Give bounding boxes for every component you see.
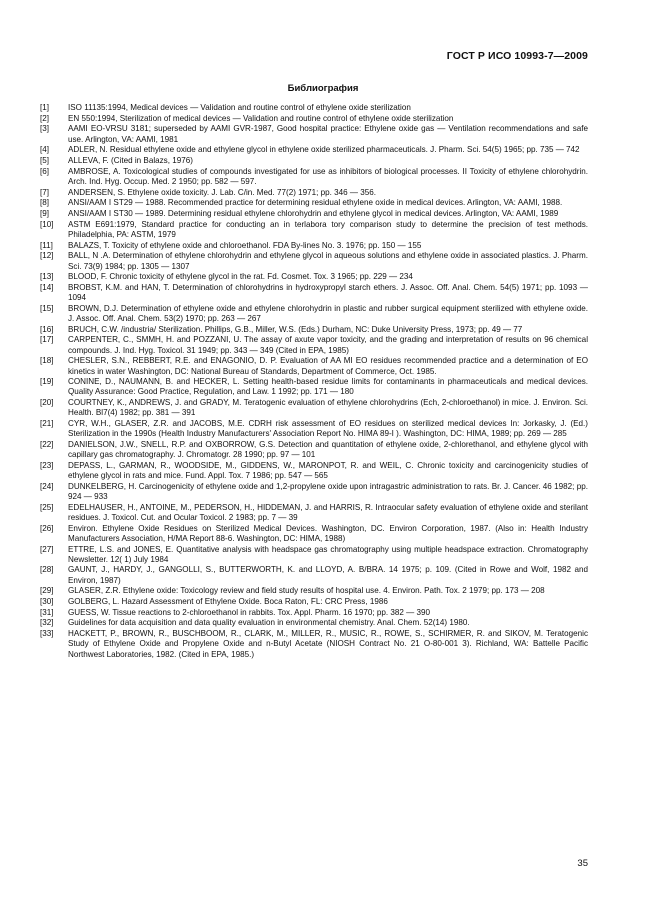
reference-text: CYR, W.H., GLASER, Z.R. and JACOBS, M.E. CDRH risk assessment of EO residues on sterilized medical devices In: Jorkasky, J. (Ed.) Sterilization in the 1990s (Health Industry Manufacturers' Association Report No. HIMA 89-I ). Washington, DC: HIMA, 1989; pp. 269 — 285 [68, 419, 588, 439]
reference-text: EDELHAUSER, H., ANTOINE, M., PEDERSON, H., HIDDEMAN, J. and HARRIS, R. Intraocular safety evaluation of ethylene oxide and sterilant residues. J. Toxicol. Cut. and Ocular Toxicol. 2 1983; pp. 7 — 39 [68, 502, 588, 522]
reference-item [40, 608, 588, 618]
reference-number: [12] [40, 251, 54, 261]
reference-item [40, 524, 588, 544]
reference-list [40, 103, 588, 660]
reference-text: ASTM E691:1979, Standard practice for conducting an in terlabora tory comparison study to determine the precision of test methods. Philadelphia, PA: ASTM, 1979 [68, 219, 588, 239]
reference-number: [19] [40, 377, 54, 387]
reference-number: [5] [40, 156, 49, 166]
reference-item [40, 356, 588, 376]
reference-item [40, 156, 588, 166]
reference-text: ADLER, N. Residual ethylene oxide and ethylene glycol in ethylene oxide sterilized pharmaceuticals. J. Pharm. Sci. 54(5) 1965; pp. 735 — 742 [68, 145, 580, 155]
reference-item [40, 398, 588, 418]
reference-number: [33] [40, 629, 54, 639]
reference-item [40, 482, 588, 502]
reference-text: DANIELSON, J.W., SNELL, R.P. and OXBORROW, G.S. Detection and quantitation of ethylene oxide, 2-chlorethanol, and ethylene glycol with capillary gas chromatography. J. Chromatogr. 28 1990; pp. 97 — 101 [68, 440, 588, 460]
reference-text: HACKETT, P., BROWN, R., BUSCHBOOM, R., CLARK, M., MILLER, R., MUSIC, R., ROWE, S., SCHIRMER, R. and SIKOV, M. Teratogenic Study of Ethylene Oxide and Propylene Oxide and n-Butyl Acetate (NIOSH Contract No. 21 O-80-001 3). Richland, WA: Battelle Pacific Northwest Laboratories, 1982. (Cited in EPA, 1985.) [68, 629, 588, 659]
section-title: Библиография [287, 83, 359, 94]
reference-number: [25] [40, 502, 54, 512]
reference-item [40, 124, 588, 144]
reference-number: [14] [40, 282, 54, 292]
reference-number: [16] [40, 324, 54, 334]
reference-text: ISO 11135:1994, Medical devices — Validation and routine control of ethylene oxide sterilization [68, 103, 411, 112]
reference-number: [7] [40, 187, 49, 197]
reference-text: BROBST, K.M. and HAN, T. Determination of chlorohydrins in hydroxypropyl starch ethers. J. Assoc. Off. Anal. Chem. 54(5) 1971; pp. 1093 — 1094 [68, 282, 588, 303]
reference-item [40, 586, 588, 596]
reference-number: [28] [40, 565, 54, 575]
reference-item [40, 283, 588, 303]
reference-text: GAUNT, J., HARDY, J., GANGOLLI, S., BUTTERWORTH, K. and LLOYD, A. B/BRA. 14 1975; p. 109. (Cited in Rowe and Wolf, 1982 and Environ, 1987) [68, 565, 588, 585]
reference-item [40, 304, 588, 324]
reference-item [40, 377, 588, 397]
reference-item [40, 209, 588, 219]
reference-item [40, 251, 588, 271]
reference-number: [26] [40, 523, 54, 533]
reference-text: ANSI/AAM I ST29 — 1988. Recommended practice for determining residual ethylene oxide in medical devices. Arlington, VA: AAMI, 1988. [68, 198, 563, 208]
reference-number: [6] [40, 166, 49, 176]
document-code-header: ГОСТ Р ИСО 10993-7—2009 [446, 50, 588, 62]
reference-item [40, 241, 588, 251]
reference-number: [8] [40, 198, 49, 208]
reference-number: [21] [40, 419, 54, 429]
reference-number: [3] [40, 124, 49, 134]
reference-item [40, 545, 588, 565]
reference-text: BROWN, D.J. Determination of ethylene oxide and ethylene chlorohydrin in plastic and rubber surgical equipment sterilized with ethylene oxide. J. Assoc. Off. Anal. Chem. 53(2) 1970; pp. 263 — 267 [68, 303, 588, 324]
reference-text: Guidelines for data acquisition and data quality evaluation in environmental chemistry. Anal. Chem. 52(14) 1980. [68, 618, 470, 628]
page-number: 35 [577, 858, 588, 869]
reference-text: EN 550:1994, Sterilization of medical devices — Validation and routine control of ethylene oxide sterilization [68, 113, 454, 123]
reference-number: [2] [40, 113, 49, 123]
reference-number: [9] [40, 209, 49, 219]
reference-text: ANDERSEN, S. Ethylene oxide toxicity. J. Lab. C/in. Med. 77(2) 1971; pp. 346 — 356. [68, 187, 377, 197]
reference-text: DUNKELBERG, H. Carcinogenicity of ethylene oxide and 1,2-propylene oxide upon intragastric administration to rats. Br. J. Cancer. 46 1982; pp. 924 — 933 [68, 481, 588, 502]
reference-number: [4] [40, 145, 49, 155]
reference-item [40, 597, 588, 607]
reference-item [40, 503, 588, 523]
reference-number: [31] [40, 607, 54, 617]
reference-number: [18] [40, 356, 54, 366]
reference-item [40, 440, 588, 460]
reference-text: GLASER, Z.R. Ethylene oxide: Toxicology review and field study results of hospital use. 4. Environ. Path. Tox. 2 1979; pp. 173 — 208 [68, 586, 545, 596]
reference-text: BALAZS, T. Toxicity of ethylene oxide and chloroethanol. FDA By-lines No. 3. 1976; pp. 150 — 155 [68, 240, 422, 250]
reference-item [40, 272, 588, 282]
reference-text: CONINE, D., NAUMANN, B. and HECKER, L. Setting health-based residue limits for contaminants in pharmaceuticals and medical devices. Quality Assurance: Good Practice, Regulation, and Law. 1 1992; pp. 171 — 180 [68, 377, 588, 397]
reference-item [40, 103, 588, 113]
reference-item [40, 114, 588, 124]
reference-text: GOLBERG, L. Hazard Assessment of Ethylene Oxide. Boca Raton, FL: CRC Press, 1986 [68, 597, 388, 607]
reference-item [40, 325, 588, 335]
reference-number: [27] [40, 544, 54, 554]
reference-item [40, 145, 588, 155]
reference-item [40, 618, 588, 628]
reference-number: [29] [40, 586, 54, 596]
reference-text: GUESS, W. Tissue reactions to 2-chloroethanol in rabbits. Tox. Appl. Pharm. 16 1970; pp. 382 — 390 [68, 607, 431, 617]
reference-text: COURTNEY, K., ANDREWS, J. and GRADY, M. Teratogenic evaluation of ethylene chlorohydrins (Ech, 2-chloroethanol) in mice. J. Environ. Sci. Health. Bl7(4) 1982; pp. 381 — 391 [68, 398, 588, 418]
reference-number: [23] [40, 460, 54, 470]
reference-item [40, 419, 588, 439]
reference-text: BALL, N .A. Determination of ethylene chlorohydrin and ethylene glycol in aqueous solutions and ethylene oxide in associated plastics. J. Pharm. Sci. 73(9) 1984; pp. 1305 — 1307 [68, 251, 588, 271]
reference-text: BRUCH, C.W. /industria/ Sterilization. Phillips, G.B., Miller, W.S. (Eds.) Durham, NC: Duke University Press, 1973; pp. 49 — 77 [68, 324, 523, 334]
reference-number: [1] [40, 103, 49, 112]
reference-number: [24] [40, 481, 54, 491]
reference-text: ETTRE, L.S. and JONES, E. Quantitative analysis with headspace gas chromatography using multiple headspace extraction. Chromatography Newsletter. 12( 1) July 1984 [68, 544, 588, 564]
reference-number: [13] [40, 272, 54, 282]
reference-item [40, 565, 588, 585]
reference-text: ALLEVA, F. (Cited in Balazs, 1976) [68, 156, 193, 166]
reference-number: [17] [40, 335, 54, 345]
reference-item [40, 167, 588, 187]
reference-item [40, 461, 588, 481]
reference-text: Environ. Ethylene Oxide Residues on Sterilized Medical Devices. Washington, DC. Environ Corporation, 1987. (Also in: Health Industry Manufacturers Association, H/MA Report 88-6. Washington, DC: HIMA, 1988) [68, 523, 588, 543]
reference-item [40, 220, 588, 240]
reference-number: [10] [40, 219, 54, 229]
reference-number: [32] [40, 618, 54, 628]
reference-number: [20] [40, 398, 54, 408]
reference-number: [15] [40, 303, 54, 313]
reference-item [40, 335, 588, 355]
reference-number: [30] [40, 597, 54, 607]
reference-item [40, 188, 588, 198]
reference-text: DEPASS, L., GARMAN, R., WOODSIDE, M., GIDDENS, W., MARONPOT, R. and WEIL, C. Chronic toxicity and carcinogenicity studies of ethylene glycol in rats and mice. Fund. Appl. Tox. 7 1986; pp. 547 — 565 [68, 460, 588, 481]
reference-item [40, 198, 588, 208]
reference-text: CHESLER, S.N., REBBERT, R.E. and ENAGONIO, D. P. Evaluation of AA MI EO residues recommended practice and a determination of EO kinetics in water Washington, DC: National Bureau of Standards, Department of Commerce, Oct. 1985. [68, 356, 588, 376]
reference-item [40, 629, 588, 660]
reference-text: BLOOD, F. Chronic toxicity of ethylene glycol in the rat. Fd. Cosmet. Tox. 3 1965; pp. 229 — 234 [68, 272, 413, 282]
reference-number: [11] [40, 240, 53, 250]
reference-text: ANSI/AAM I ST30 — 1989. Determining residual ethylene chlorohydrin and ethylene glycol in medical devices. Arlington, VA: AAMI, 1989 [68, 209, 559, 219]
reference-text: CARPENTER, C., SMMH, H. and POZZANI, U. The assay of axute vapor toxicity, and the grading and interpretation of results on 96 chemical compounds. J. Ind. Hyg. Toxicol. 31 1949; pp. 343 — 349 (Cited in EPA, 1985) [68, 335, 588, 355]
reference-number: [22] [40, 440, 54, 449]
reference-text: AAMI EO-VRSU 3181; superseded by AAMI GVR-1987, Good hospital practice: Ethylene oxide gas — Ventilation recommendations and safe use. Arlington, VA: AAMI, 1981 [68, 124, 588, 144]
reference-text: AMBROSE, A. Toxicological studies of compounds investigated for use as inhibitors of biological processes. II Toxicity of ethylene chlorohydrin. Arch. Ind. Hyg. Occup. Med. 2 1950; pp. 582 — 597. [68, 166, 588, 186]
